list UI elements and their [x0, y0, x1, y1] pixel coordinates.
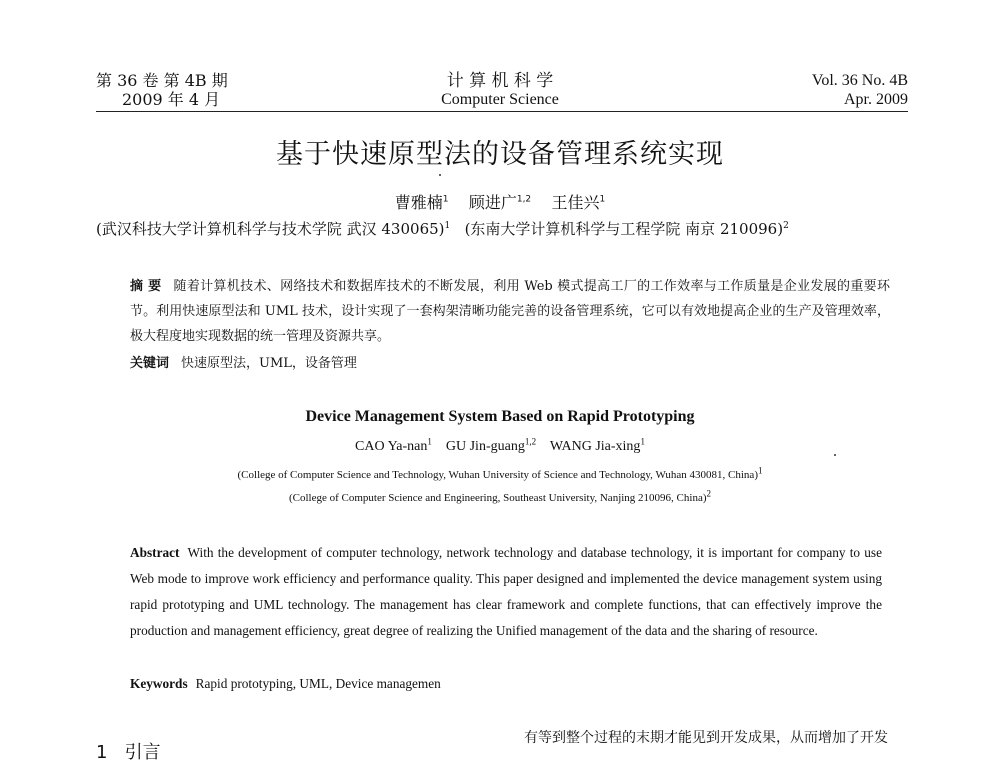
paper-title-en: Device Management System Based on Rapid Prototyping — [305, 408, 695, 425]
journal-date: 2009 年 4 月 — [122, 90, 221, 109]
author-sup: 1 — [427, 436, 432, 447]
affiliation-en-1 — [0, 465, 1000, 481]
journal-name-cn: 计 算 机 科 学 — [446, 71, 554, 91]
authors-en — [0, 436, 1000, 455]
affiliation-sup: 2 — [783, 221, 789, 231]
affiliation-en-2 — [0, 488, 1000, 504]
author-sup: 1,2 — [516, 194, 532, 205]
abstract-en-label: Abstract — [130, 545, 180, 560]
header-rule — [96, 111, 908, 112]
affiliation-en-text: (College of Computer Science and Technology, Wuhan University of Science and Technology, Wuhan 430081, China) — [237, 469, 758, 481]
author-sup: 1,2 — [524, 436, 537, 447]
keywords-en-label: Keywords — [130, 676, 188, 691]
affiliation-sup: 1 — [444, 221, 451, 231]
journal-volume-en: Vol. 36 No. 4B — [811, 72, 908, 89]
author-sup: 1 — [599, 194, 606, 205]
author-cn: 顾进广 — [468, 193, 517, 212]
section-heading-introduction — [96, 738, 161, 764]
affiliation-en-text: (College of Computer Science and Engineering, Southeast University, Nanjing 210096, China) — [288, 492, 707, 504]
journal-date-en: Apr. 2009 — [844, 91, 908, 108]
abstract-en-text: With the development of computer technology, network technology and database technology, it is important for company to use Web mode to improve work efficiency and performance quality. This paper designed and implemented the device management system using rapid prototyping and UML technology. The management has clear framework and complete functions, that can effectively improve the production and management efficiency, great degree of realizing the Unified management of the data and the sharing of resource. — [130, 545, 882, 638]
keywords-cn — [130, 352, 357, 371]
scan-speck — [439, 174, 441, 176]
keywords-en-text: Rapid prototyping, UML, Device managemen — [195, 676, 441, 691]
scan-speck — [834, 454, 836, 456]
keywords-cn-label: 关键词 — [130, 356, 170, 371]
affiliation-cn-1: (武汉科技大学计算机科学与技术学院 武汉 430065) — [96, 220, 445, 238]
paper-title-cn: 基于快速原型法的设备管理系统实现 — [276, 139, 724, 170]
affiliation-cn — [96, 218, 789, 239]
abstract-cn-label: 摘 要 — [130, 279, 162, 294]
section-title: 引言 — [124, 742, 161, 763]
author-cn: 王佳兴 — [551, 193, 600, 212]
author-en: CAO Ya-nan — [355, 439, 428, 454]
journal-volume-issue: 第 36 卷 第 4B 期 — [96, 71, 228, 90]
affiliation-sup: 1 — [757, 465, 763, 476]
author-en: WANG Jia-xing — [549, 439, 641, 454]
keywords-cn-text: 快速原型法，UML，设备管理 — [181, 356, 357, 371]
keywords-en — [130, 676, 441, 692]
abstract-cn-text: 随着计算机技术、网络技术和数据库技术的不断发展，利用 Web 模式提高工厂的工作效率与工作质量是企业发展的重要环节。利用快速原型法和 UML 技术，设计实现了一套构架清晰功能完善的设备管理系统，它可以有效地提高企业的生产及管理效率，极大程度地实现数据的统一管理及资源共享。 — [130, 279, 890, 344]
affiliation-cn-2: (东南大学计算机科学与工程学院 南京 210096) — [464, 220, 784, 238]
author-cn: 曹雅楠 — [394, 193, 443, 212]
author-sup: 1 — [442, 194, 449, 205]
body-text-right-column: 有等到整个过程的末期才能见到开发成果，从而增加了开发 — [524, 730, 888, 746]
abstract-cn — [130, 274, 890, 349]
affiliation-sup: 2 — [706, 488, 711, 499]
journal-name-en: Computer Science — [441, 91, 559, 108]
authors-cn — [0, 190, 1000, 213]
section-number: 1 — [96, 742, 108, 763]
abstract-en — [130, 540, 882, 644]
author-en: GU Jin-guang — [445, 439, 525, 454]
author-sup: 1 — [640, 436, 645, 447]
